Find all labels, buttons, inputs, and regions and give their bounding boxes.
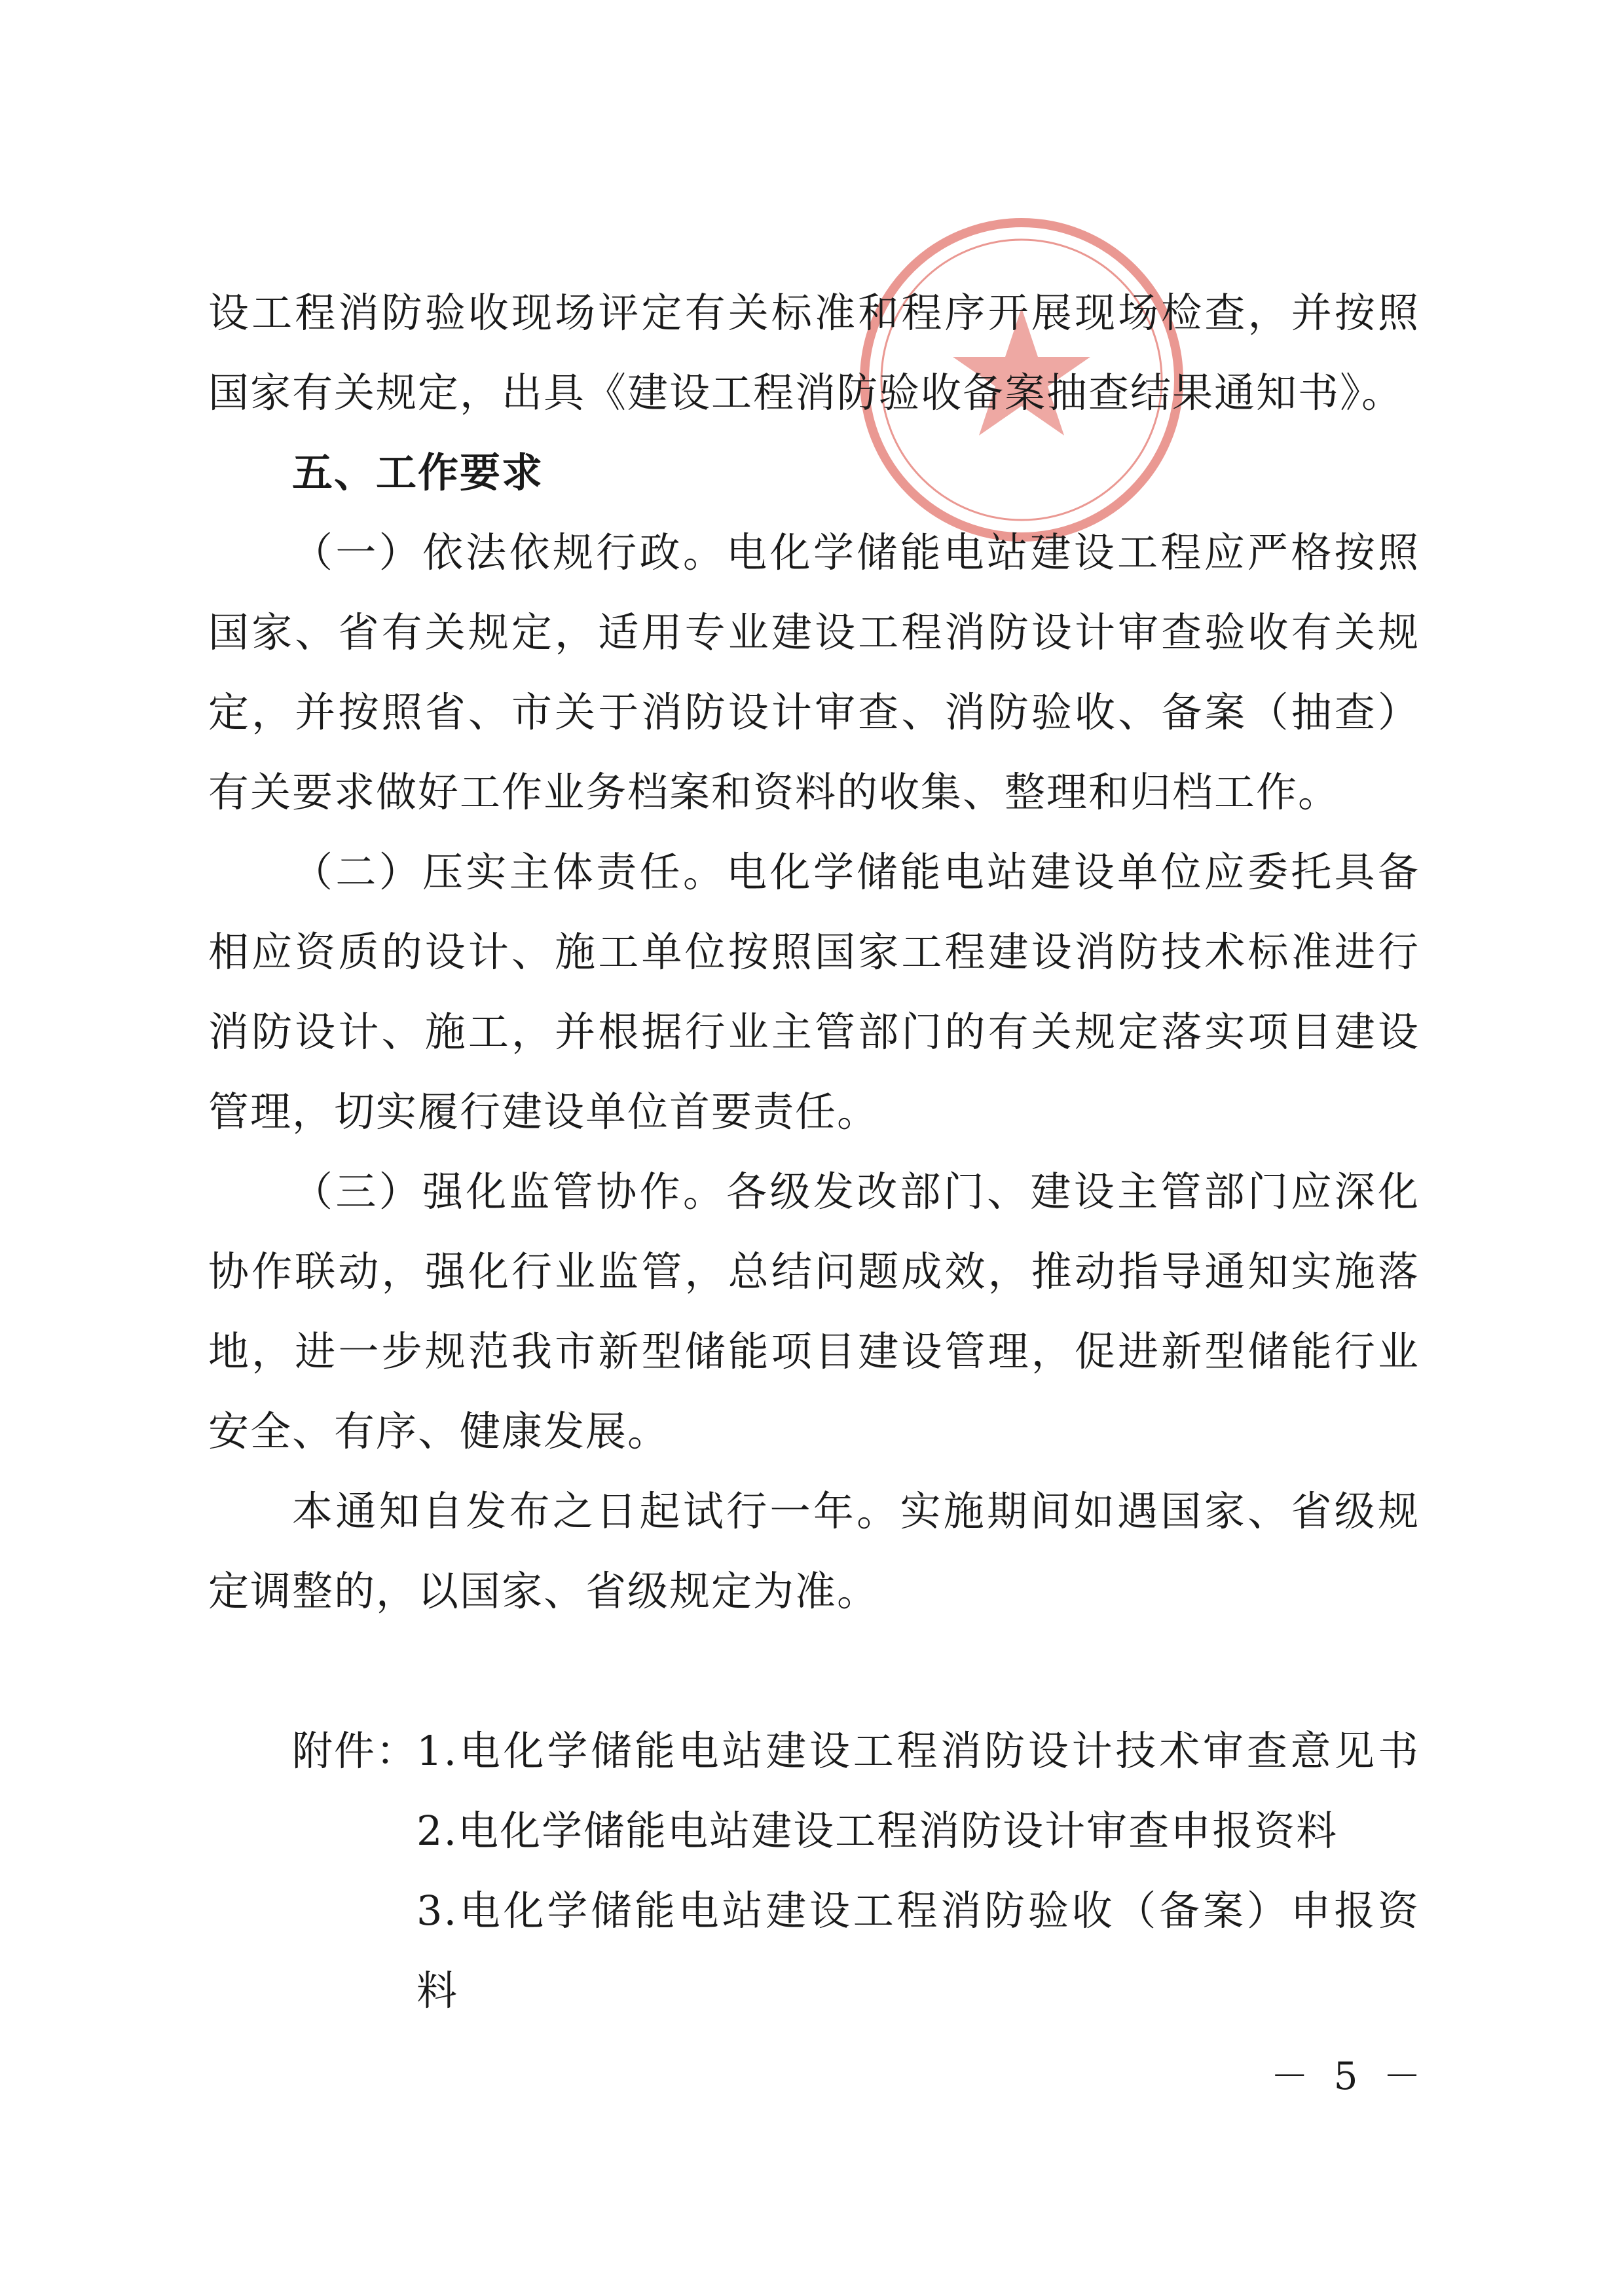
section-heading: 五、工作要求 [292, 449, 544, 496]
body-line: 定，并按照省、市关于消防设计审查、消防验收、备案（抽查） [208, 688, 1420, 736]
body-line: （一）依法依规行政。电化学储能电站建设工程应严格按照 [292, 528, 1420, 576]
body-line: 有关要求做好工作业务档案和资料的收集、整理和归档工作。 [208, 768, 1340, 816]
attachment-item: 2.电化学储能电站建设工程消防设计审查申报资料 [416, 1807, 1338, 1855]
body-line: 管理，切实履行建设单位首要责任。 [208, 1088, 879, 1136]
body-line: 地，进一步规范我市新型储能项目建设管理，促进新型储能行业 [208, 1327, 1420, 1375]
body-line: 国家、省有关规定，适用专业建设工程消防设计审查验收有关规 [208, 608, 1420, 656]
body-line: 定调整的，以国家、省级规定为准。 [208, 1567, 879, 1615]
attachment-item: 1.电化学储能电站建设工程消防设计技术审查意见书 [416, 1727, 1420, 1775]
attachment-item: 料 [416, 1967, 459, 2014]
attachments-label: 附件： [292, 1727, 418, 1775]
body-line: （二）压实主体责任。电化学储能电站建设单位应委托具备 [292, 848, 1420, 896]
body-line: 设工程消防验收现场评定有关标准和程序开展现场检查，并按照 [208, 289, 1420, 337]
body-line: 消防设计、施工，并根据行业主管部门的有关规定落实项目建设 [208, 1008, 1420, 1056]
body-line: 协作联动，强化行业监管，总结问题成效，推动指导通知实施落 [208, 1248, 1420, 1295]
attachment-item: 3.电化学储能电站建设工程消防验收（备案）申报资 [416, 1887, 1420, 1935]
body-line: （三）强化监管协作。各级发改部门、建设主管部门应深化 [292, 1168, 1420, 1215]
body-line: 安全、有序、健康发展。 [208, 1407, 670, 1455]
body-line: 国家有关规定，出具《建设工程消防验收备案抽查结果通知书》。 [208, 369, 1404, 417]
body-line: 相应资质的设计、施工单位按照国家工程建设消防技术标准进行 [208, 928, 1420, 976]
page-number: － 5 － [1270, 2054, 1428, 2098]
body-line: 本通知自发布之日起试行一年。实施期间如遇国家、省级规 [292, 1487, 1420, 1535]
